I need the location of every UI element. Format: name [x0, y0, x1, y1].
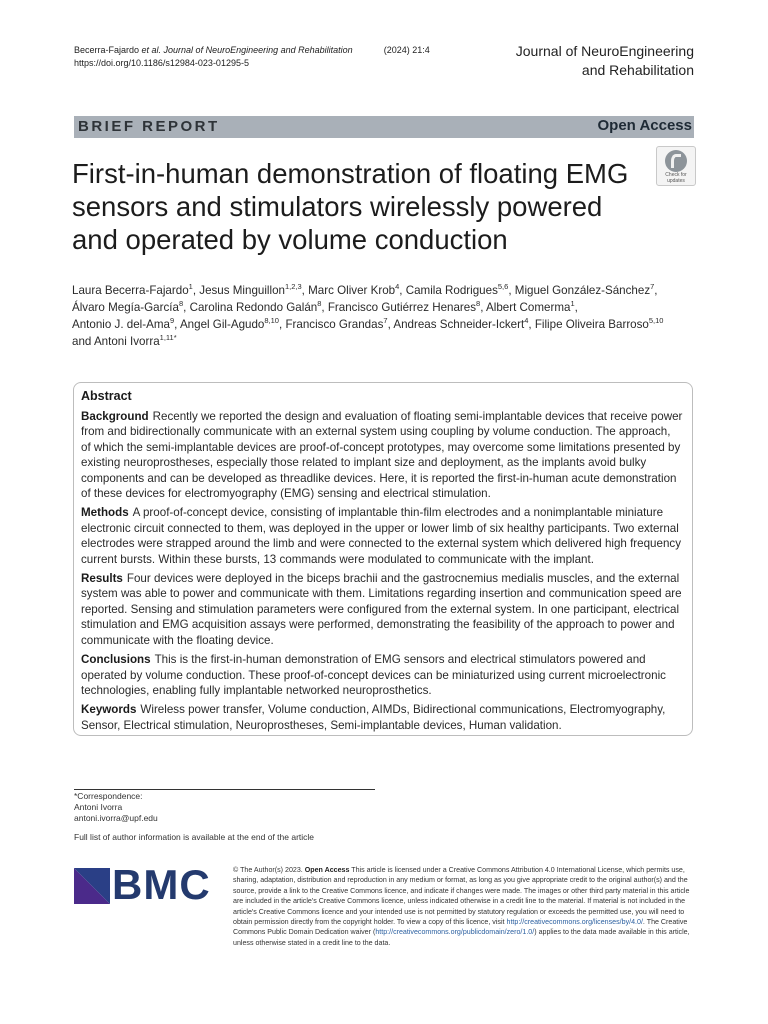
abstract-section-conclusions — [81, 652, 683, 698]
citation-line — [74, 44, 430, 57]
license-link-cc0[interactable]: http://creativecommons.org/publicdomain/zero/1.0/ — [375, 928, 535, 937]
footnote-label: *Correspondence: — [74, 791, 143, 801]
author-name: Francisco Grandas — [285, 318, 384, 331]
author-affiliation: 7 — [383, 316, 388, 326]
correspondence-name: Antoni Ivorra — [74, 802, 123, 812]
author-name: Francisco Gutiérrez Henares — [327, 301, 477, 314]
open-access-label: Open Access — [597, 117, 692, 134]
author-affiliation: 9 — [169, 316, 175, 326]
abstract-section-results — [81, 571, 683, 648]
bmc-logo-text: BMC — [112, 861, 211, 908]
abstract-section-label: Keywords — [81, 703, 137, 717]
author-affiliation: 8,10 — [264, 316, 279, 326]
abstract-heading: Abstract — [81, 389, 132, 403]
license-text-2: . The Creative Commons Public Domain Dedication waiver ( — [233, 918, 688, 937]
author-name: Camila Rodrigues — [405, 284, 498, 297]
check-for-updates-button[interactable] — [656, 146, 696, 186]
author-affiliation: 8 — [178, 299, 184, 309]
copyright-text: © The Author(s) 2023. — [233, 866, 305, 874]
license-text-3: ) applies to the data made available in this article, unless otherwise stated in a credit line to the data. — [233, 928, 690, 947]
citation-year: (2024) 21:4 — [383, 45, 430, 55]
author-affiliation: 5,6 — [497, 282, 509, 292]
journal-name-line2: and Rehabilitation — [581, 62, 694, 78]
author-list: Laura Becerra-Fajardo$^1$, Jesus Minguillon$^{1,2,3}$, Marc Oliver Krob$^4$, Camila Rodrigues$^{5,6}$, Miguel González-Sánchez$^7$, Álvaro Megía-García$^8$, Carolina Redondo Galán$^8$, Francisco Gutiérrez Henares$^8$, Albert Comerma$^1$, Antonio J. del-Ama$^9$, Angel Gil-Agudo$^{8,10}$, Francisco Grandas$^7$, Andreas Schneider-Ickert$^4$, Filipe Oliveira Barroso$^{5,10}$ and Antoni Ivorra$^{1,11*}$ — [72, 282, 664, 348]
license-open-access-label: Open Access — [304, 866, 350, 874]
author-name: Albert Comerma — [486, 301, 571, 314]
abstract-section-background — [81, 409, 683, 501]
crossmark-text — [657, 172, 695, 184]
author-name: Andreas Schneider-Ickert — [393, 318, 525, 331]
author-affiliation: 4 — [395, 282, 400, 292]
journal-name — [516, 42, 694, 80]
author-name: Angel Gil-Agudo — [179, 318, 265, 331]
crossmark-icon — [665, 150, 687, 172]
abstract-section-label: Methods — [81, 506, 129, 520]
author-name: Álvaro Megía-García — [72, 301, 179, 314]
abstract-section-label: Background — [81, 410, 149, 423]
author-affiliation: 1 — [188, 282, 193, 292]
author-affiliation: 5,10 — [648, 316, 664, 326]
author-name: Carolina Redondo Galán — [189, 301, 318, 314]
crossmark-text-line2: updates — [667, 178, 685, 184]
citation-authors: Becerra-Fajardo — [74, 45, 142, 55]
author-name: Jesus Minguillon — [199, 284, 285, 297]
author-affiliation: 1,2,3 — [284, 282, 302, 292]
author-name: Marc Oliver Krob — [308, 284, 396, 297]
article-type-label: BRIEF REPORT — [78, 118, 220, 135]
license-notice — [233, 865, 695, 948]
abstract-section-label: Conclusions — [81, 653, 151, 667]
correspondence-footnote — [74, 791, 158, 824]
journal-name-line1: Journal of NeuroEngineering — [515, 43, 694, 59]
author-affiliation: 1 — [570, 299, 575, 309]
crossmark-text-line1: Check for — [665, 172, 687, 178]
author-name: Antoni Ivorra — [93, 335, 160, 348]
correspondence-email[interactable]: antoni.ivorra@upf.edu — [74, 813, 158, 823]
author-conjunction: and — [72, 335, 94, 348]
abstract-section-text: Wireless power transfer, Volume conduction, AIMDs, Bidirectional communications, Electromyography, Sensor, Electrical stimulation, Neuroprostheses, Semi-implantable devices, Human validation. — [81, 703, 666, 732]
author-name: Miguel González-Sánchez — [514, 284, 651, 297]
author-affiliation: 1,11* — [159, 333, 177, 343]
author-name: Filipe Oliveira Barroso — [534, 318, 649, 331]
citation-journal: et al. Journal of NeuroEngineering and Rehabilitation — [141, 45, 353, 55]
abstract-section-text: Four devices were deployed in the biceps brachii and the gastrocnemius medialis muscles, and the external system was able to power and communicate with them. Limitations regarding insertion and communication speed are reported. Sensing and stimulation parameters were configured from the external system. In one participant, electrical stimulation and EMG acquisition assays were performed, demonstrating the feasibility of the approach to power and communicate with the floating device. — [81, 572, 682, 647]
author-info-note: Full list of author information is available at the end of the article — [74, 832, 315, 842]
author-affiliation: 4 — [524, 316, 529, 326]
author-name: Antonio J. del-Ama — [72, 318, 170, 331]
author-affiliation: 8 — [476, 299, 481, 309]
abstract-section-keywords — [81, 702, 683, 733]
abstract-section-methods — [81, 505, 683, 567]
author-affiliation: 8 — [317, 299, 322, 309]
abstract-section-text: Recently we reported the design and evaluation of floating semi-implantable devices that receive power from and bidirectionally communicate with an external system using coupling by volume conduction. The approach, of which the semi-implantable devices are proof-of-concept prototypes, may overcome some limitations presented by existing neuroprostheses, especially those related to implant size and deployment, as the implants avoid bulky components and can be developed as threadlike devices. Here, it is reported the first-in-human acute demonstration of these devices for electromyography (EMG) sensing and electrical stimulation. — [81, 410, 683, 501]
author-affiliation: 7 — [650, 282, 655, 292]
doi-link[interactable]: https://doi.org/10.1186/s12984-023-01295-5 — [74, 58, 249, 68]
footnote-divider — [74, 789, 375, 790]
author-name: Laura Becerra-Fajardo — [72, 284, 189, 297]
abstract-section-label: Results — [81, 572, 123, 586]
license-text-1: This article is licensed under a Creative Commons Attribution 4.0 International License, which permits use, sharing, adaptation, distribution and reproduction in any medium or format, as long as you give appropriate credit to the original author(s) and the source, provide a link to the Creative Commons licence, and indicate if changes were made. The images or other third party material in this article are included in the article's Creative Commons licence, unless indicated otherwise in a credit line to the material. If material is not included in the article's Creative Commons licence and your intended use is not permitted by statutory regulation or exceeds the permitted use, you will need to obtain permission directly from the copyright holder. To view a copy of this licence, visit — [233, 866, 690, 927]
abstract-sections — [81, 409, 683, 733]
article-title: First-in-human demonstration of floating EMG sensors and stimulators wirelessly powered and operated by volume conduction — [72, 158, 629, 255]
abstract — [81, 388, 683, 737]
running-header — [74, 44, 430, 70]
abstract-section-text: A proof-of-concept device, consisting of implantable thin-film electrodes and a nonimplantable miniature electronic circuit connected to them, was deployed in the upper or lower limb of six healthy participants. Two external electrodes were strapped around the limb and were connected to the external system which delivered high frequency current bursts. Within these bursts, 13 commands were modulated to communicate with the implant. — [81, 506, 681, 566]
license-link-cc-by[interactable]: http://creativecommons.org/licenses/by/4.0/ — [506, 918, 643, 927]
abstract-section-text: This is the first-in-human demonstration of EMG sensors and electrical stimulators powered and operated by volume conduction. These proof-of-concept devices can be miniaturized using current microelectronic technologies, enabling fully implantable networked neuroprosthetics. — [81, 653, 666, 697]
